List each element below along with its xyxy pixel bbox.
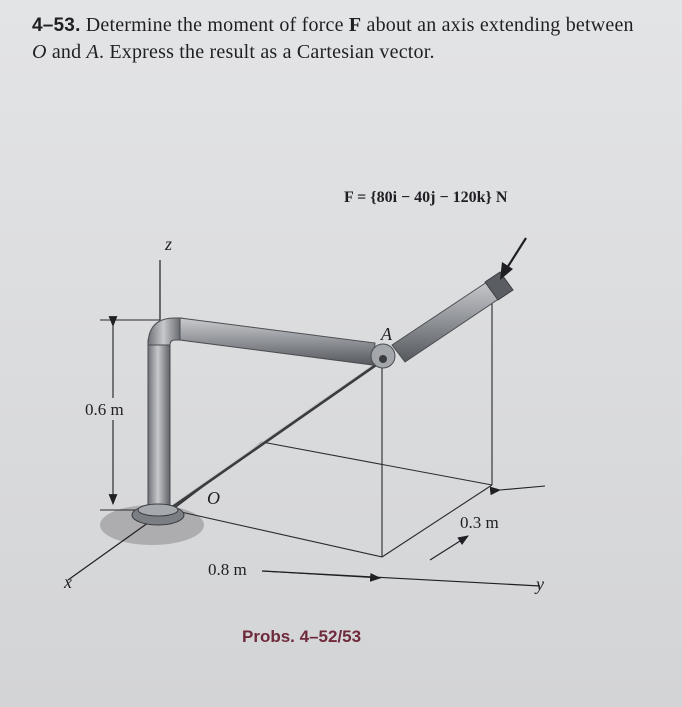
x-dimension-label: 0.8 m xyxy=(208,560,247,579)
problem-number: 4–53. xyxy=(32,15,81,36)
y-dimension-line-b xyxy=(500,486,545,490)
z-axis-label: z xyxy=(165,234,173,254)
problem-text-1: Determine the moment of force xyxy=(80,14,349,36)
pipe-elbow xyxy=(148,318,182,345)
force-arrow-shaft xyxy=(507,238,526,268)
point-a-symbol: A xyxy=(86,41,99,63)
axis-oa-highlight xyxy=(165,360,380,510)
x-axis-label: x xyxy=(64,572,72,592)
y-axis-label: y xyxy=(536,574,544,594)
force-arrowhead xyxy=(500,262,513,280)
x-dimension-line xyxy=(262,571,380,578)
problem-text-2: about an axis extending between xyxy=(361,14,634,36)
axis-oa-line xyxy=(165,362,380,512)
problem-text-4: . Express the result as a Cartesian vector. xyxy=(98,41,435,63)
y-dimension-line xyxy=(430,536,468,560)
horizontal-pipe xyxy=(180,318,375,365)
figure-caption: Probs. 4–52/53 xyxy=(242,627,362,646)
y-dimension-label: 0.3 m xyxy=(460,513,499,532)
vertical-pipe xyxy=(148,340,170,510)
height-dimension-label: 0.6 m xyxy=(85,400,124,419)
force-label: F = {80i − 40j − 120k} N xyxy=(344,189,508,206)
inclined-pipe xyxy=(392,280,503,362)
force-symbol: F xyxy=(348,14,362,36)
problem-text-3: and xyxy=(46,41,87,63)
point-o-label: O xyxy=(207,488,220,508)
base-flange-top xyxy=(138,504,178,516)
point-a-label: A xyxy=(381,324,392,344)
joint-a-hole xyxy=(379,355,387,363)
point-o-symbol: O xyxy=(32,41,47,63)
